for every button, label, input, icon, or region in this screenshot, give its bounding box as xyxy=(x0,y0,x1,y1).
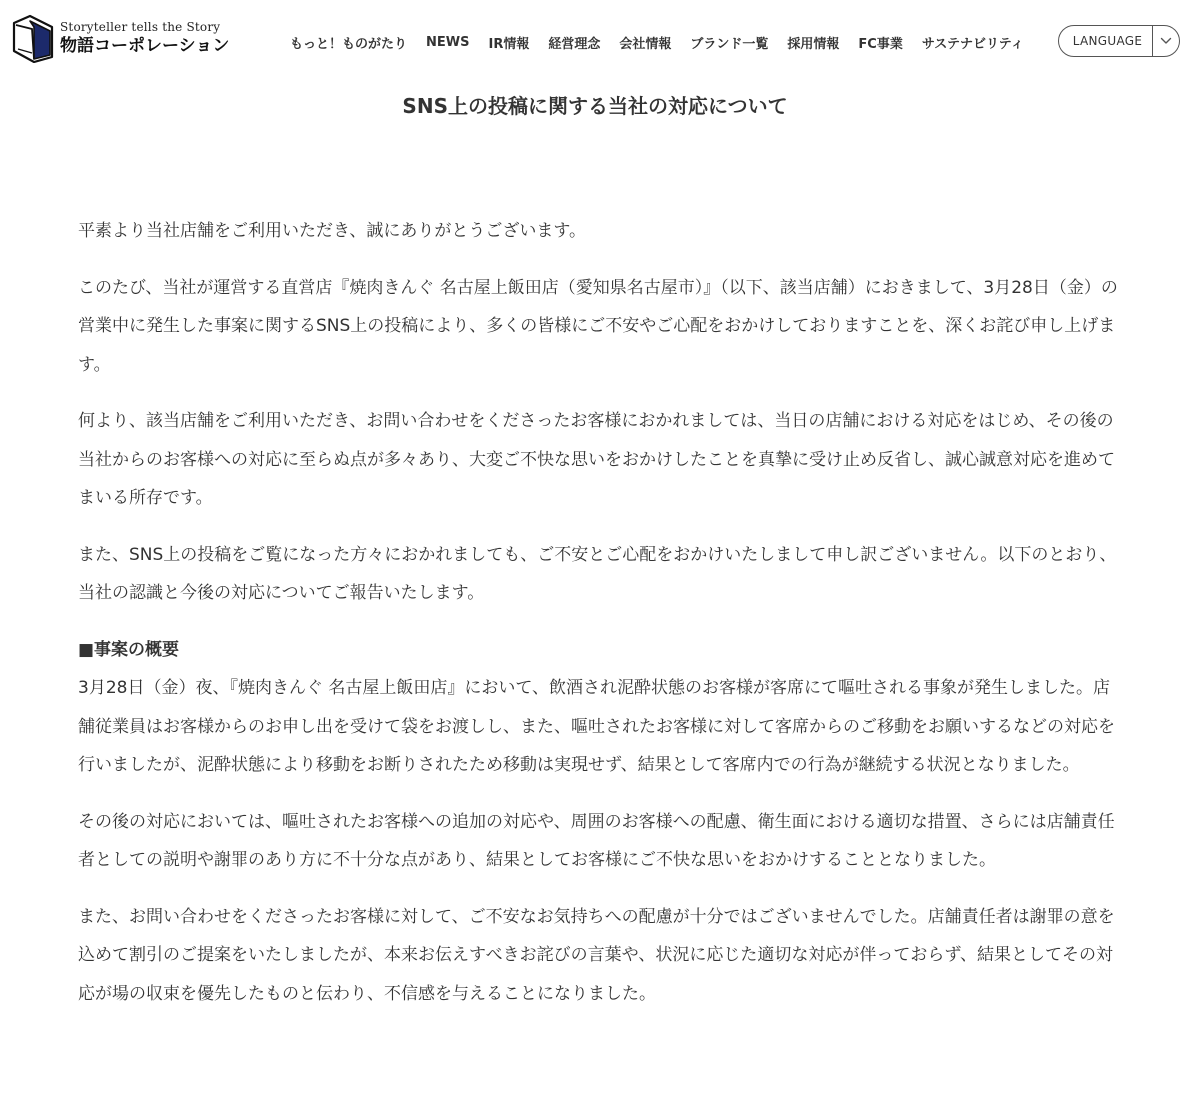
paragraph-discount-offer: また、お問い合わせをくださったお客様に対して、ご不安なお気持ちへの配慮が十分ではございませんでした。店舗責任者は謝罪の意を込めて割引のご提案をいたしましたが、本来お伝えすべきお詫びの言葉や、状況に応じた適切な対応が伴っておらず、結果としてその対応が場の収束を優先したものと伝わり、不信感を与えることになりました。 xyxy=(78,906,1115,1004)
section-heading-overview: ■事案の概要 xyxy=(78,639,180,660)
nav-item-sustainability[interactable]: サステナビリティ xyxy=(921,36,1024,52)
language-label: LANGUAGE xyxy=(1072,34,1143,48)
book-logo-icon xyxy=(8,13,56,63)
logo-company-name: 物語コーポレーション xyxy=(60,35,230,56)
paragraph-report-intro: また、SNS上の投稿をご覧になった方々におかれましても、ご不安とご心配をおかけいたしまして申し訳ございません。以下のとおり、当社の認識と今後の対応についてご報告いたします。 xyxy=(78,544,1117,603)
chevron-down-icon[interactable] xyxy=(1153,26,1179,56)
paragraph-apology: このたび、当社が運営する直営店『焼肉きんぐ 名古屋上飯田店（愛知県名古屋市）』（以下、該当店舗）におきまして、3月28日（金）の営業中に発生した事案に関するSNS上の投稿により、多くの皆様にご不安やご心配をおかけしておりますことを、深くお詫び申し上げます。 xyxy=(78,277,1118,375)
paragraph-incident: 3月28日（金）夜、『焼肉きんぐ 名古屋上飯田店』において、飲酒され泥酔状態のお客様が客席にて嘔吐される事象が発生しました。店舗従業員はお客様からのお申し出を受けて袋をお渡しし、また、嘔吐されたお客様に対して客席からのご移動をお願いするなどの対応を行いましたが、泥酔状態により移動をお断りされたため移動は実現せず、結果として客席内での行為が継続する状況となりました。 xyxy=(78,678,1115,775)
page-title: SNS上の投稿に関する当社の対応について xyxy=(402,94,788,118)
language-selector[interactable] xyxy=(1058,25,1180,57)
paragraph-reflection: 何より、該当店舗をご利用いただき、お問い合わせをくださったお客様におかれましては、当日の店舗における対応をはじめ、その後の当社からのお客様への対応に至らぬ点が多々あり、大変ご不快な思いをおかけしたことを真摯に受け止め反省し、誠心誠意対応を進めてまいる所存です。 xyxy=(78,411,1115,508)
article-body xyxy=(78,212,1118,1031)
nav-item-philosophy[interactable]: 経営理念 xyxy=(548,36,601,52)
nav-item-news[interactable]: NEWS xyxy=(426,34,470,50)
nav-item-company[interactable]: 会社情報 xyxy=(619,36,672,52)
nav-item-motto-monogatari[interactable]: もっと！ものがたり xyxy=(290,36,408,52)
paragraph-insufficient-response: その後の対応においては、嘔吐されたお客様への追加の対応や、周囲のお客様への配慮、衛生面における適切な措置、さらには店舗責任者としての説明や謝罪のあり方に不十分な点があり、結果としてお客様にご不快な思いをおかけすることとなりました。 xyxy=(78,811,1115,870)
main-nav xyxy=(290,32,1024,52)
nav-item-ir[interactable]: IR情報 xyxy=(488,36,530,52)
site-header xyxy=(0,0,1200,82)
logo-tagline: Storyteller tells the Story xyxy=(60,19,221,34)
nav-item-brands[interactable]: ブランド一覧 xyxy=(690,36,769,52)
site-logo[interactable] xyxy=(8,8,238,68)
paragraph-greeting: 平素より当社店舗をご利用いただき、誠にありがとうございます。 xyxy=(78,221,586,241)
nav-item-fc[interactable]: FC事業 xyxy=(858,36,903,52)
nav-item-recruit[interactable]: 採用情報 xyxy=(787,36,840,52)
